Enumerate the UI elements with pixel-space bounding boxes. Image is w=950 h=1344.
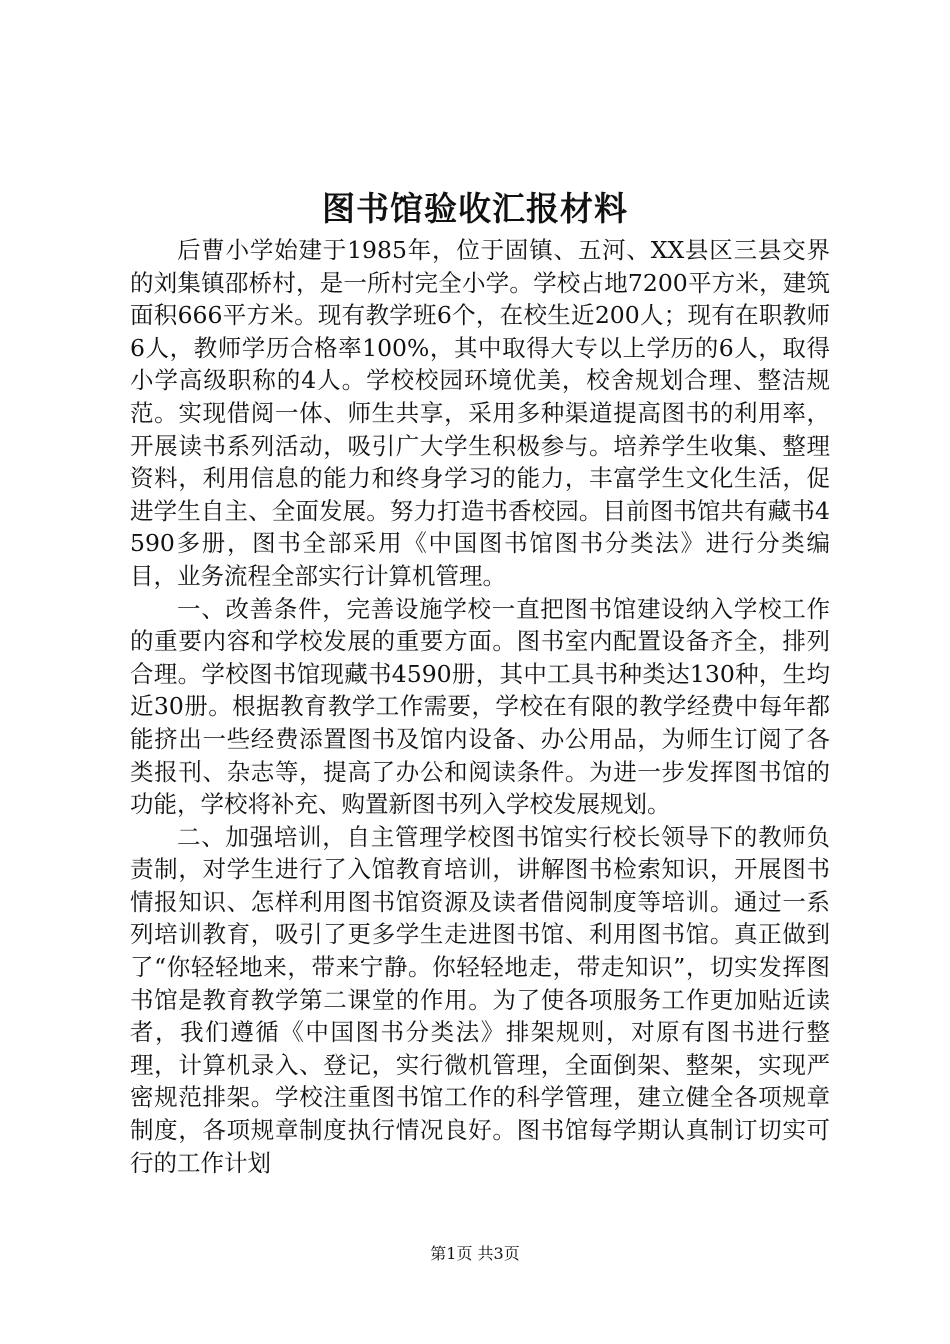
document-title: 图书馆验收汇报材料 [322, 189, 628, 228]
paragraph-intro: 后曹小学始建于1985年，位于固镇、五河、XX县区三县交界的刘集镇邵桥村，是一所村完全小学。学校占地7200平方米，建筑面积666平方米。现有教学班6个，在校生近200人；现有在职教师6人，教师学历合格率100%，其中取得大专以上学历的6人，取得小学高级职称的4人。学校校园环境优美，校舍规划合理、整洁规范。实现借阅一体、师生共享，采用多种渠道提高图书的利用率，开展读书系列活动，吸引广大学生积极参与。培养学生收集、整理资料，利用信息的能力和终身学习的能力，丰富学生文化生活，促进学生自主、全面发展。努力打造书香校园。目前图书馆共有藏书4590多册，图书全部采用《中国图书馆图书分类法》进行分类编目，业务流程全部实行计算机管理。 [130, 236, 830, 590]
paragraph-section-2: 二、加强培训，自主管理学校图书馆实行校长领导下的教师负责制，对学生进行了入馆教育培训，讲解图书检索知识，开展图书情报知识、怎样利用图书馆资源及读者借阅制度等培训。通过一系列培训教育，吸引了更多学生走进图书馆、利用图书馆。真正做到了“你轻轻地来，带来宁静。你轻轻地走，带走知识”，切实发挥图书馆是教育教学第二课堂的作用。为了使各项服务工作更加贴近读者，我们遵循《中国图书分类法》排架规则，对原有图书进行整理，计算机录入、登记，实行微机管理，全面倒架、整架，实现严密规范排架。学校注重图书馆工作的科学管理，建立健全各项规章制度，各项规章制度执行情况良好。图书馆每学期认真制订切实可行的工作计划 [130, 822, 830, 1177]
document-body [130, 234, 830, 1179]
paragraph-section-1: 一、改善条件，完善设施学校一直把图书馆建设纳入学校工作的重要内容和学校发展的重要方面。图书室内配置设备齐全，排列合理。学校图书馆现藏书4590册，其中工具书种类达130种，生均近30册。根据教育教学工作需要，学校在有限的教学经费中每年都能挤出一些经费添置图书及馆内设备、办公用品，为师生订阅了各类报刊、杂志等，提高了办公和阅读条件。为进一步发挥图书馆的功能，学校将补充、购置新图书列入学校发展规划。 [130, 594, 830, 819]
page-number-footer: 第1页 共3页 [430, 1244, 520, 1263]
